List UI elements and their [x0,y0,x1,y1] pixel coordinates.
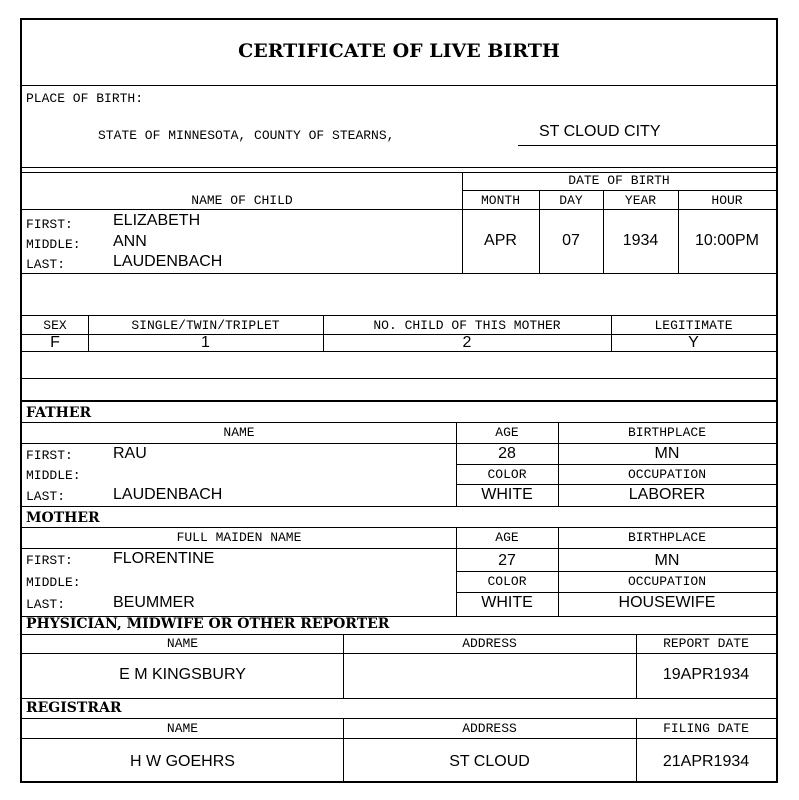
divider [22,718,776,719]
mother-birthplace: MN [654,552,680,569]
divider [456,464,776,465]
hour-header: HOUR [711,193,743,208]
father-color-header: COLOR [487,467,527,482]
mother-name-header: FULL MAIDEN NAME [176,530,302,545]
filing-date-header: FILING DATE [663,721,749,736]
place-of-birth-city: ST CLOUD CITY [539,123,661,140]
birth-hour: 10:00PM [694,232,760,249]
sex-value: F [50,334,60,351]
child-first-label: FIRST: [26,217,73,232]
mother-last-name: BEUMMER [113,594,195,611]
mother-first-label: FIRST: [26,553,73,568]
divider [456,571,776,572]
divider [462,172,463,273]
sex-header: SEX [43,318,67,333]
father-first-name: RAU [113,445,147,462]
father-age: 28 [498,445,516,462]
father-last-name: LAUDENBACH [113,486,223,503]
mother-color: WHITE [481,594,533,611]
mother-occupation-header: OCCUPATION [627,574,706,589]
child-last-label: LAST: [26,257,66,272]
registrar-address: ST CLOUD [449,753,530,770]
father-middle-label: MIDDLE: [26,468,81,483]
legitimate-value: Y [688,334,699,351]
child-middle-name: ANN [113,233,147,250]
divider [22,506,776,507]
father-section-title: FATHER [26,405,92,421]
plurality-value: 1 [201,334,210,351]
month-header: MONTH [480,193,520,208]
year-header: YEAR [624,193,657,208]
divider [22,634,776,635]
registrar-name: H W GOEHRS [130,753,235,770]
child-number-header: NO. CHILD OF THIS MOTHER [373,318,561,333]
mother-first-name: FLORENTINE [113,550,215,567]
divider [456,484,776,485]
plurality-header: SINGLE/TWIN/TRIPLET [131,318,280,333]
divider [22,85,776,86]
birth-year: 1934 [622,232,659,249]
divider [22,273,776,274]
birth-certificate [20,18,778,783]
physician-address-header: ADDRESS [462,636,517,651]
divider [22,315,776,316]
father-birthplace-header: BIRTHPLACE [627,425,706,440]
divider [22,443,776,444]
divider [22,698,776,699]
legitimate-header: LEGITIMATE [654,318,733,333]
day-header: DAY [559,193,583,208]
birth-day: 07 [562,232,580,249]
mother-birthplace-header: BIRTHPLACE [627,530,706,545]
father-occupation-header: OCCUPATION [627,467,706,482]
father-name-header: NAME [223,425,255,440]
divider [456,592,776,593]
place-of-birth-state-county: STATE OF MINNESOTA, COUNTY OF STEARNS, [98,128,395,143]
divider [22,351,776,352]
registrar-section-title: REGISTRAR [26,700,122,716]
divider [462,190,776,191]
divider [22,167,776,168]
father-age-header: AGE [495,425,519,440]
birth-month: APR [484,232,517,249]
mother-color-header: COLOR [487,574,527,589]
mother-occupation: HOUSEWIFE [618,594,716,611]
registrar-address-header: ADDRESS [462,721,517,736]
father-occupation: LABORER [628,486,706,503]
report-date-header: REPORT DATE [663,636,749,651]
filing-date: 21APR1934 [662,753,750,770]
date-of-birth-header: DATE OF BIRTH [568,173,670,188]
mother-last-label: LAST: [26,597,66,612]
report-date: 19APR1934 [662,666,750,683]
divider [22,548,776,549]
child-last-name: LAUDENBACH [113,253,223,270]
certificate-title: CERTIFICATE OF LIVE BIRTH [238,40,560,62]
father-color: WHITE [481,486,533,503]
mother-age: 27 [498,552,516,569]
place-of-birth-label: PLACE OF BIRTH: [26,91,144,106]
child-first-name: ELIZABETH [113,212,201,229]
divider [22,527,776,528]
father-last-label: LAST: [26,489,66,504]
divider [22,738,776,739]
father-first-label: FIRST: [26,448,73,463]
child-middle-label: MIDDLE: [26,237,81,252]
physician-name-header: NAME [166,636,199,651]
mother-age-header: AGE [495,530,519,545]
divider [22,400,776,402]
physician-name: E M KINGSBURY [119,666,246,683]
divider [22,378,776,379]
child-number-value: 2 [462,334,472,351]
divider [22,422,776,423]
physician-section-title: PHYSICIAN, MIDWIFE OR OTHER REPORTER [26,616,390,632]
city-underline [518,145,776,146]
mother-section-title: MOTHER [26,510,100,526]
father-birthplace: MN [654,445,680,462]
name-of-child-header: NAME OF CHILD [191,193,293,208]
divider [22,209,776,210]
divider [22,653,776,654]
registrar-name-header: NAME [166,721,199,736]
mother-middle-label: MIDDLE: [26,575,81,590]
